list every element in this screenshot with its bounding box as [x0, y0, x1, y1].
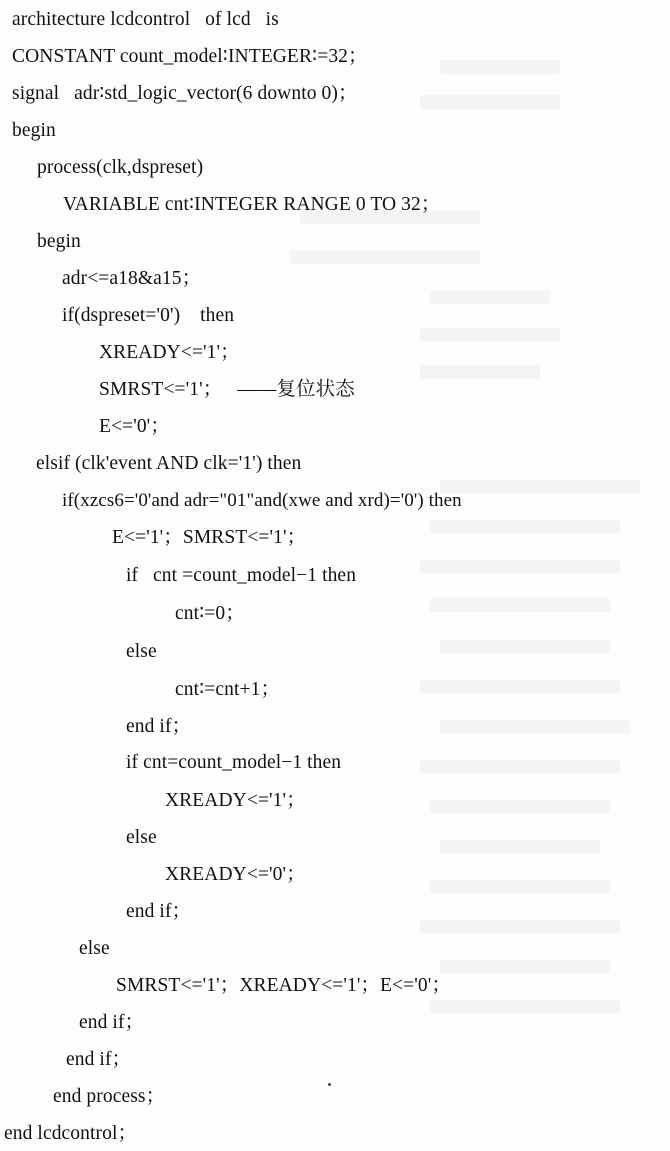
code-line: VARIABLE cnt∶INTEGER RANGE 0 TO 32；	[63, 194, 441, 215]
code-line: if(xzcs6='0'and adr="01"and(xwe and xrd)='0') then	[62, 490, 462, 511]
code-line: end lcdcontrol；	[4, 1123, 138, 1144]
code-line: XREADY<='1'；	[99, 342, 240, 363]
code-line: else	[79, 938, 110, 959]
code-line: else	[126, 827, 157, 848]
code-line: if cnt=count_model−1 then	[126, 752, 342, 773]
code-line: begin	[12, 120, 56, 141]
code-line: else	[126, 641, 157, 662]
code-line: if cnt =count_model−1 then	[126, 565, 357, 586]
code-line: architecture lcdcontrol of lcd is	[12, 9, 279, 30]
code-line: end process；	[53, 1086, 166, 1107]
code-line: XREADY<='0'；	[165, 864, 306, 885]
code-line: end if；	[126, 716, 192, 737]
scan-dot	[328, 1083, 331, 1086]
code-line: signal adr∶std_logic_vector(6 downto 0)；	[12, 83, 358, 104]
code-line: E<='1'；SMRST<='1'；	[112, 527, 307, 548]
code-line: begin	[37, 231, 81, 252]
code-line: if(dspreset='0') then	[62, 305, 235, 326]
code-line: end if；	[126, 901, 192, 922]
code-line: E<='0'；	[99, 416, 170, 437]
code-line: end if；	[79, 1012, 145, 1033]
code-line: CONSTANT count_model∶INTEGER∶=32；	[12, 46, 368, 67]
code-line: XREADY<='1'；	[165, 790, 306, 811]
code-line: cnt∶=cnt+1；	[175, 679, 281, 700]
code-line: adr<=a18&a15；	[62, 268, 202, 289]
code-line: elsif (clk'event AND clk='1') then	[36, 453, 302, 474]
code-line: SMRST<='1'； ——复位状态	[99, 379, 355, 400]
code-line: cnt∶=0；	[175, 603, 245, 624]
code-line: end if；	[66, 1049, 132, 1070]
code-line: process(clk,dspreset)	[37, 157, 204, 178]
code-line: SMRST<='1'；XREADY<='1'；E<='0'；	[116, 975, 451, 996]
